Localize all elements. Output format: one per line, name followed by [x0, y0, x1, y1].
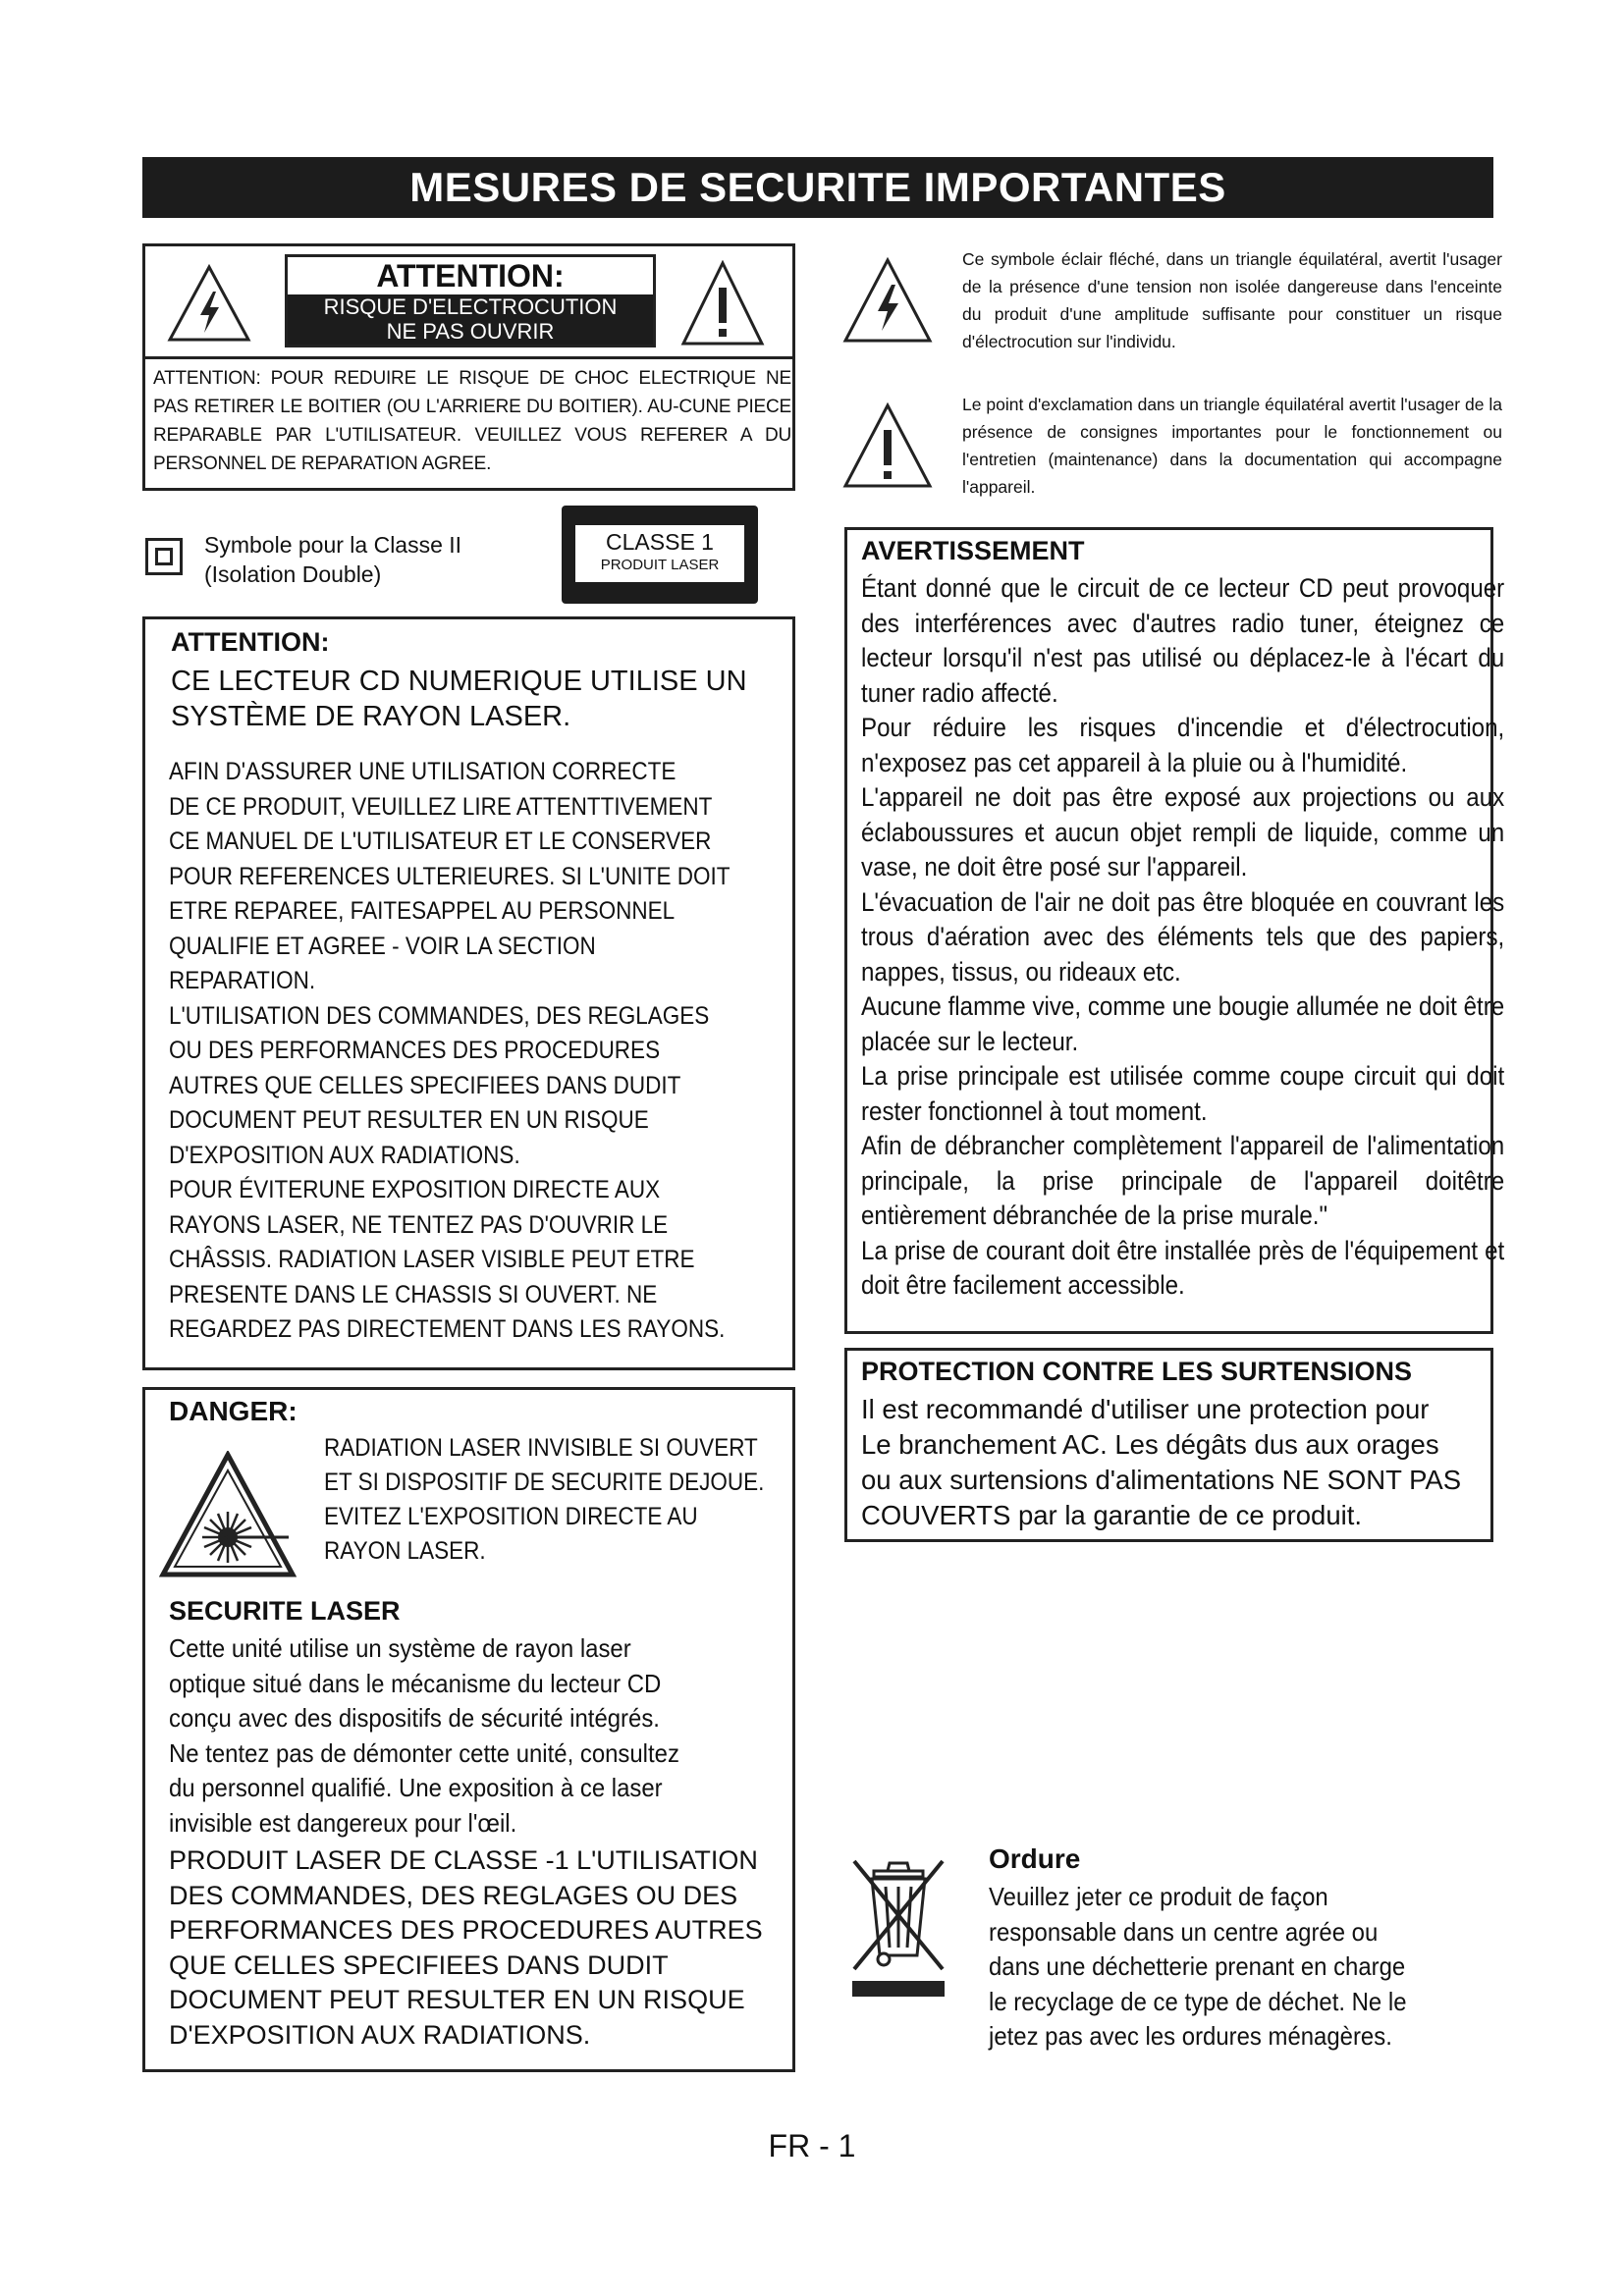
text-line: Il est recommandé d'utiliser une protection pour	[861, 1394, 1430, 1424]
laser-safety-text	[169, 1631, 756, 1841]
text-line: Le branchement AC. Les dégâts dus aux orages	[861, 1429, 1439, 1460]
text-line: du personnel qualifié. Une exposition à ce laser	[169, 1773, 663, 1802]
text-line: PRODUIT LASER DE CLASSE -1 L'UTILISATION	[169, 1845, 758, 1875]
text-line: DE CE PRODUIT, VEUILLEZ LIRE ATTENTTIVEMENT	[169, 792, 713, 821]
class2-description	[204, 530, 528, 589]
lightning-symbol-icon	[842, 257, 933, 344]
class2-line2: (Isolation Double)	[204, 561, 382, 587]
text-line: PERFORMANCES DES PROCEDURES AUTRES	[169, 1915, 763, 1945]
surge-protection-box	[844, 1348, 1493, 1542]
text-line: AUTRES QUE CELLES SPECIFIEES DANS DUDIT	[169, 1071, 681, 1099]
class2-line1: Symbole pour la Classe II	[204, 532, 462, 558]
text-line: DOCUMENT PEUT RESULTER EN UN RISQUE	[169, 1106, 649, 1134]
risk-text: ATTENTION: POUR REDUIRE LE RISQUE DE CHOC ELECTRIQUE NE PAS RETIRER LE BOITIER (OU L'ARRIERE DU BOITIER). AU-CUNE PIECE REPARABLE PAR L'UTILISATEUR. VEUILLEZ VOUS REFERER A DU PERSONNEL DE REPARATION AGREE.	[153, 368, 791, 474]
text-line: AFIN D'ASSURER UNE UTILISATION CORRECTE	[169, 758, 677, 785]
warning-paragraph: La prise de courant doit être installée près de l'équipement et doit être facilement accessible.	[861, 1235, 1505, 1300]
text-line: dans une déchetterie prenant en charge	[989, 1951, 1406, 1981]
text-line: responsable dans un centre agrée ou	[989, 1916, 1379, 1947]
lightning-symbol-explanation: Ce symbole éclair fléché, dans un triangle équilatéral, avertit l'usager de la présence d'une tension non isolée dangereuse dans l'enceinte du produit d'une amplitude suffisante pour constituer un risque d'électrocution sur l'individu.	[962, 249, 1502, 351]
text-line: Cette unité utilise un système de rayon laser	[169, 1633, 631, 1663]
lightning-warning-icon	[167, 264, 251, 343]
class1-laser-product-text	[169, 1843, 778, 2053]
text-line: REPARATION.	[169, 967, 316, 994]
warning-paragraph: Étant donné que le circuit de ce lecteur CD peut provoquer des interférences avec d'autres radio tuner, éteignez ce lecteur lorsqu'il n'est pas utilisé ou déplacez-le à l'écart du tuner radio affecté.	[861, 573, 1505, 708]
text-line: optique situé dans le mécanisme du lecteur CD	[169, 1668, 662, 1698]
text-line: QUALIFIE ET AGREE - VOIR LA SECTION	[169, 932, 596, 960]
text-line: Veuillez jeter ce produit de façon	[989, 1882, 1328, 1911]
risk-sub-line1: RISQUE D'ELECTROCUTION	[323, 294, 618, 319]
warning-box	[844, 527, 1505, 1334]
laser-attention-heading: ATTENTION:	[171, 627, 330, 657]
double-insulation-icon	[145, 538, 183, 575]
class1-laser-label	[562, 506, 758, 604]
warning-paragraph: La prise principale est utilisée comme coupe circuit qui doit rester fonctionnel à tout moment.	[861, 1061, 1505, 1126]
text-line: RAYONS LASER, NE TENTEZ PAS D'OUVRIR LE	[169, 1210, 669, 1239]
laser-safety-heading: SECURITE LASER	[169, 1596, 401, 1626]
surge-protection-heading: PROTECTION CONTRE LES SURTENSIONS	[861, 1357, 1413, 1386]
warning-paragraph: L'appareil ne doit pas être exposé aux projections ou aux éclaboussures et aucun objet rempli de liquide, comme un vase, ne doit être posé sur l'appareil.	[861, 782, 1505, 881]
warning-paragraph: Pour réduire les risques d'incendie et d'électrocution, n'exposez pas cet appareil à la pluie ou à l'humidité.	[861, 713, 1505, 777]
text-line: QUE CELLES SPECIFIEES DANS DUDIT	[169, 1949, 669, 1980]
text-line: D'EXPOSITION AUX RADIATIONS.	[169, 2019, 591, 2050]
disposal-heading: Ordure	[989, 1843, 1081, 1874]
exclamation-symbol-explanation: Le point d'exclamation dans un triangle équilatéral avertit l'usager de la présence de consignes importantes pour le fonctionnement ou l'entretien (maintenance) dans la documentation qui accompagne l'appareil.	[962, 395, 1502, 497]
class1-label-line1: CLASSE 1	[606, 529, 714, 555]
text-line: RAYON LASER.	[324, 1537, 486, 1565]
text-line: ET SI DISPOSITIF DE SECURITE DEJOUE.	[324, 1468, 765, 1496]
exclamation-symbol-icon	[842, 402, 933, 489]
text-line: jetez pas avec les ordures ménagères.	[989, 2021, 1392, 2051]
text-line: DOCUMENT PEUT RESULTER EN UN RISQUE	[169, 1985, 745, 2014]
text-line: POUR REFERENCES ULTERIEURES. SI L'UNITE DOIT	[169, 862, 731, 890]
text-line: invisible est dangereux pour l'œil.	[169, 1807, 517, 1838]
risk-header	[285, 254, 656, 347]
risk-subheading	[288, 294, 653, 345]
danger-text	[324, 1431, 784, 1569]
text-line: RADIATION LASER INVISIBLE SI OUVERT	[324, 1434, 758, 1462]
laser-radiation-icon	[159, 1451, 297, 1578]
text-line: PRESENTE DANS LE CHASSIS SI OUVERT. NE	[169, 1280, 658, 1308]
text-line: conçu avec des dispositifs de sécurité intégrés.	[169, 1703, 660, 1733]
text-line: EVITEZ L'EXPOSITION DIRECTE AU	[324, 1503, 698, 1530]
text-line: CE MANUEL DE L'UTILISATEUR ET LE CONSERVER	[169, 828, 712, 855]
exclamation-warning-icon	[680, 260, 765, 347]
text-line: CHÂSSIS. RADIATION LASER VISIBLE PEUT ETRE	[169, 1246, 695, 1273]
text-line: COUVERTS par la garantie de ce produit.	[861, 1500, 1363, 1530]
page-title: MESURES DE SECURITE IMPORTANTES	[142, 157, 1493, 218]
warning-paragraph: Aucune flamme vive, comme une bougie allumée ne doit être placée sur le lecteur.	[861, 991, 1505, 1056]
warning-paragraph: L'évacuation de l'air ne doit pas être bloquée en couvrant les trous d'aération avec des éléments tels que des papiers, nappes, tissus, ou rideaux etc.	[861, 886, 1505, 987]
text-line: POUR ÉVITERUNE EXPOSITION DIRECTE AUX	[169, 1176, 661, 1203]
text-line: ETRE REPAREE, FAITESAPPEL AU PERSONNEL	[169, 897, 676, 925]
electric-shock-warning-box	[142, 243, 795, 491]
disposal-text	[989, 1880, 1494, 2055]
warning-body	[861, 571, 1504, 1304]
text-line: le recyclage de ce type de déchet. Ne le	[989, 1986, 1407, 2016]
warning-paragraph: Afin de débrancher complètement l'appareil de l'alimentation principale, la prise principale de l'appareil doitêtre entièrement débranchée de la prise murale."	[861, 1131, 1505, 1230]
risk-sub-line2: NE PAS OUVRIR	[386, 319, 555, 344]
text-line: L'UTILISATION DES COMMANDES, DES REGLAGES	[169, 1001, 710, 1030]
page-number: FR - 1	[768, 2128, 856, 2163]
text-line: OU DES PERFORMANCES DES PROCEDURES	[169, 1037, 661, 1064]
surge-protection-text	[861, 1392, 1519, 1533]
crossed-bin-icon	[844, 1853, 952, 2001]
text-line: REGARDEZ PAS DIRECTEMENT DANS LES RAYONS.	[169, 1315, 726, 1343]
laser-attention-box	[142, 616, 795, 1370]
danger-heading: DANGER:	[169, 1396, 298, 1426]
class1-label-line2: PRODUIT LASER	[600, 557, 720, 573]
text-line: Ne tentez pas de démonter cette unité, consultez	[169, 1737, 679, 1768]
risk-heading: ATTENTION:	[288, 257, 653, 294]
danger-box	[142, 1387, 795, 2072]
warning-heading: AVERTISSEMENT	[861, 536, 1085, 565]
divider	[145, 356, 792, 359]
laser-attention-statement: CE LECTEUR CD NUMERIQUE UTILISE UN SYSTÈME DE RAYON LASER.	[171, 666, 747, 732]
laser-attention-body	[169, 755, 787, 1348]
text-line: D'EXPOSITION AUX RADIATIONS.	[169, 1141, 520, 1169]
text-line: ou aux surtensions d'alimentations NE SONT PAS	[861, 1465, 1462, 1495]
text-line: DES COMMANDES, DES REGLAGES OU DES	[169, 1880, 738, 1910]
